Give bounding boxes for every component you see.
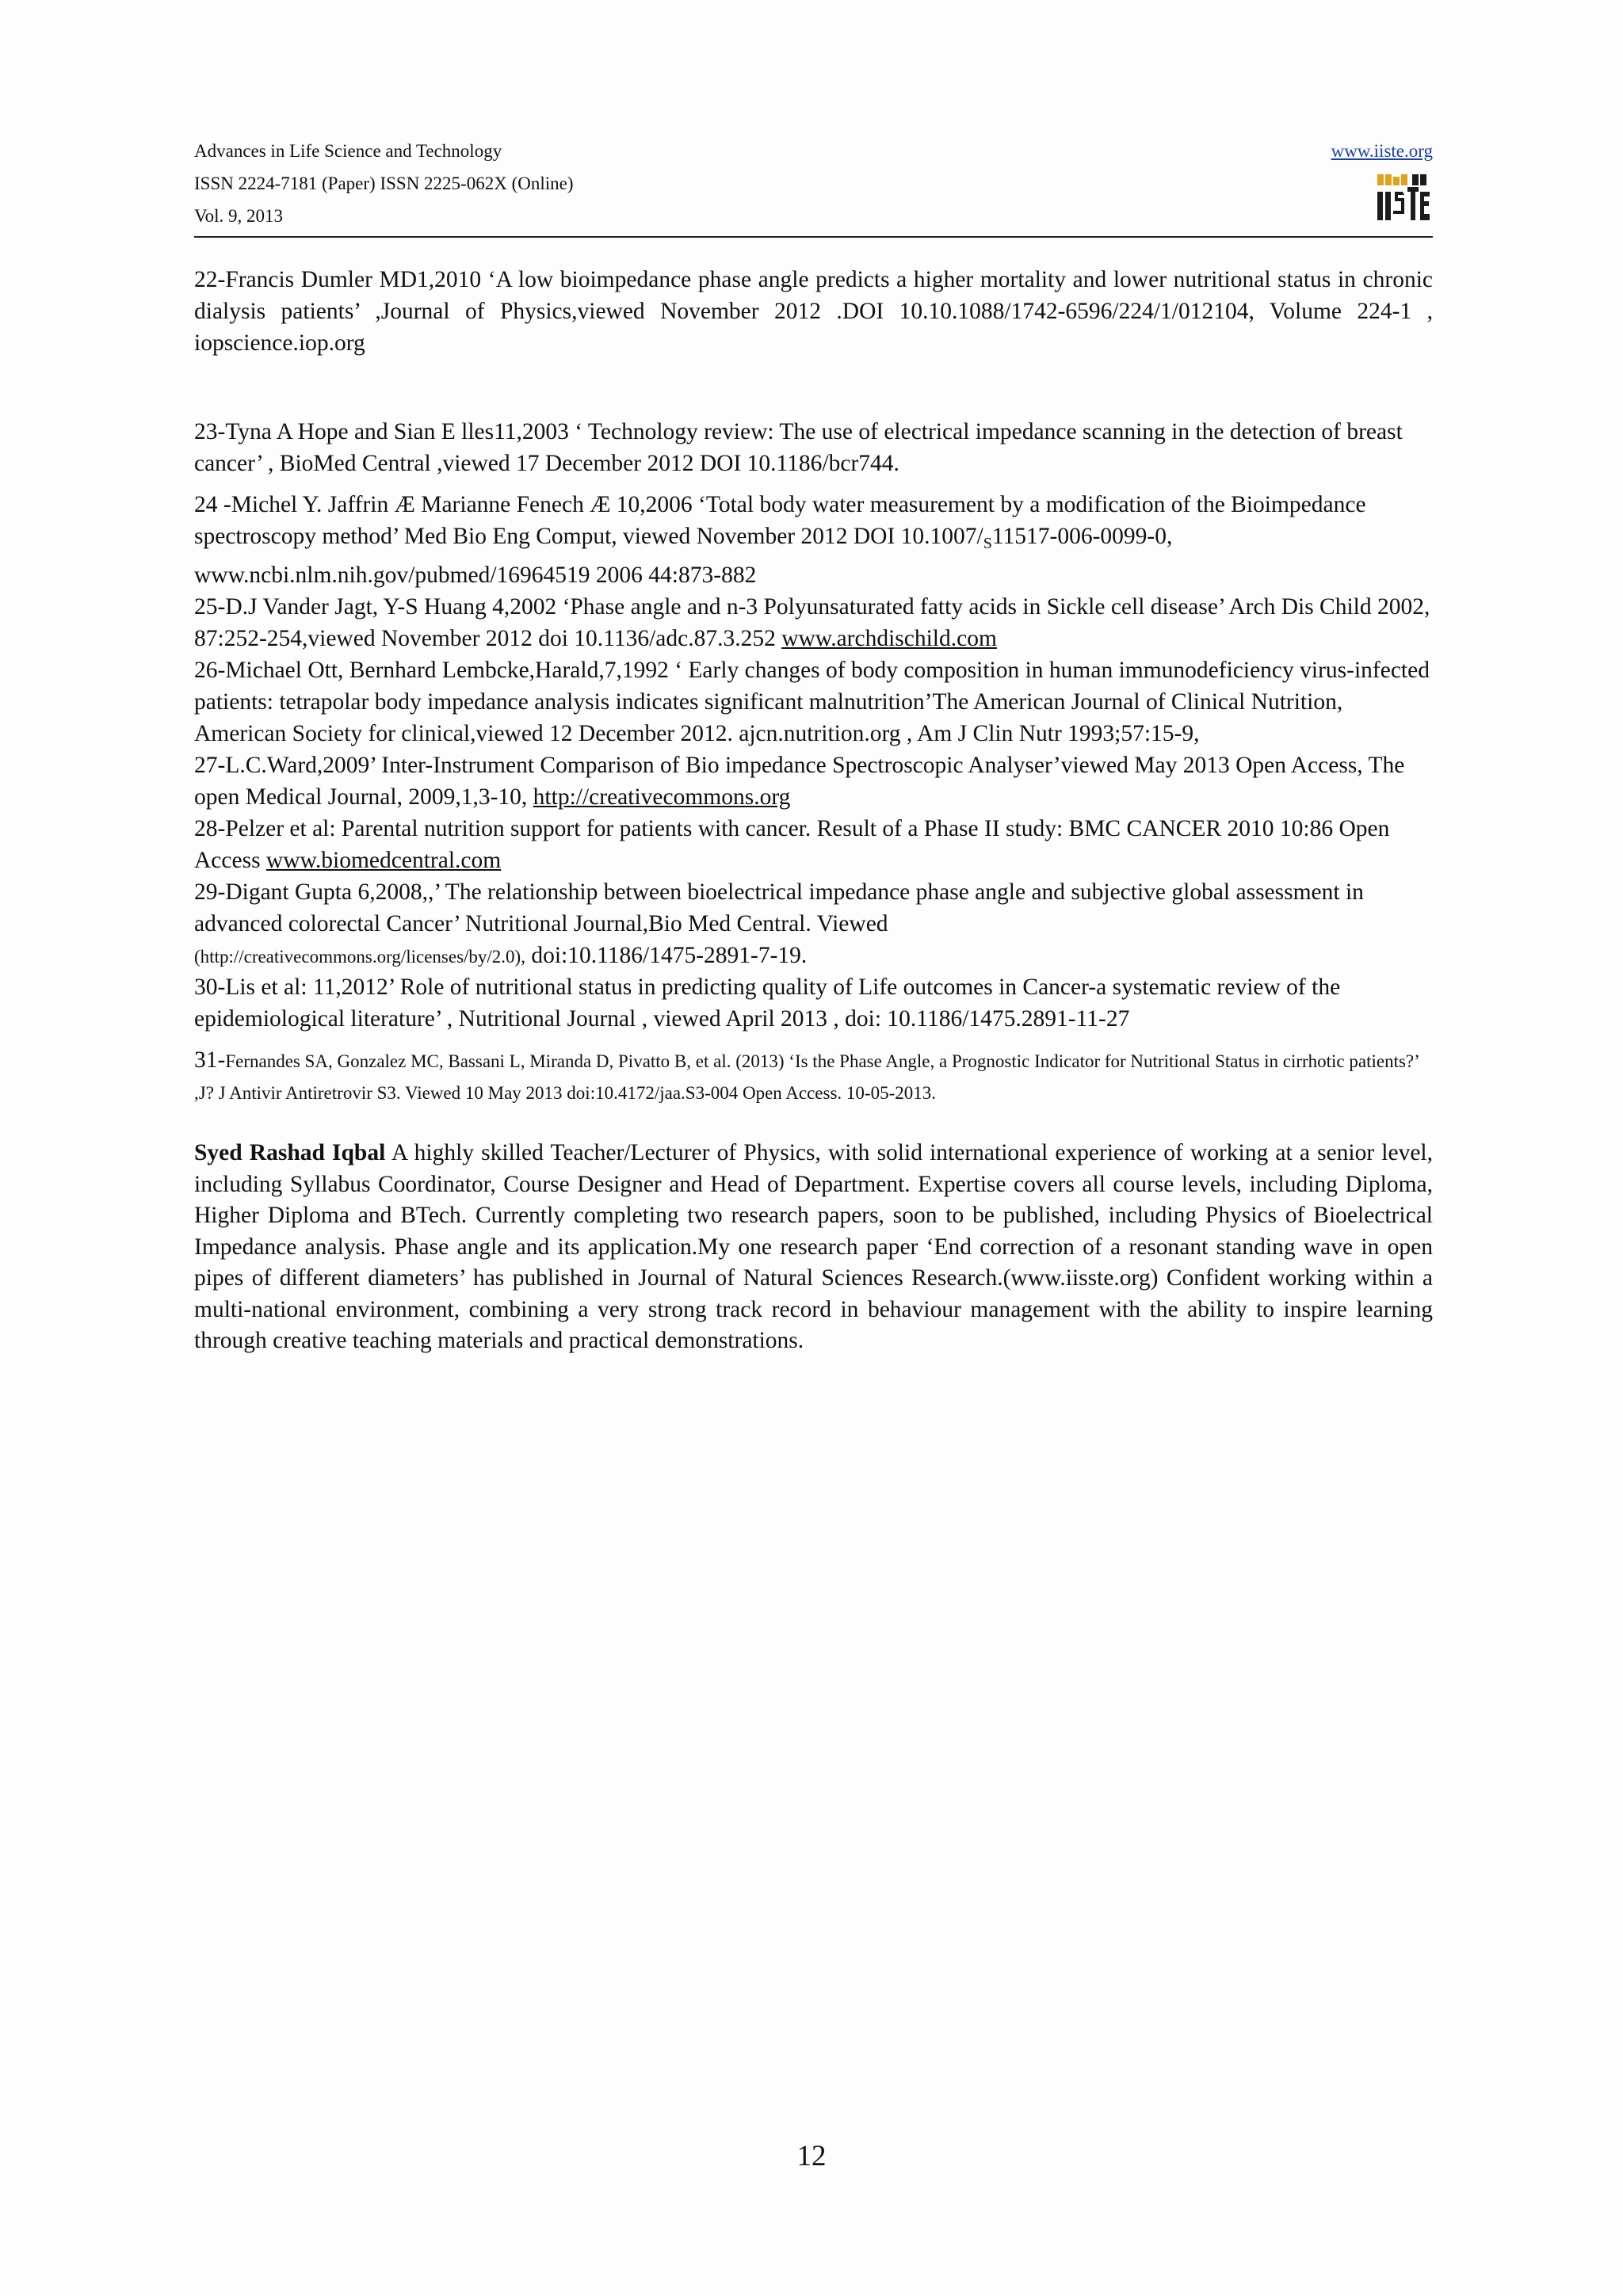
author-bio xyxy=(194,1138,1433,1357)
iiste-logo xyxy=(1376,174,1431,230)
reference-31 xyxy=(194,1044,1433,1108)
reference-29-text-a: 29-Digant Gupta 6,2008,,’ The relationship between bioelectrical impedance phase angle and subjective global assessment in advanced colorectal Cancer’ Nutritional Journal,Bio Med Central. Viewed xyxy=(194,879,1364,936)
reference-24-text-b: 11517-006-0099-0, www.ncbi.nlm.nih.gov/pubmed/16964519 2006 44:873-882 xyxy=(194,524,1173,588)
references-list xyxy=(194,264,1433,1108)
reference-24-text-a: 24 -Michel Y. Jaffrin Æ Marianne Fenech Æ 10,2006 ‘Total body water measurement by a modification of the Bioimpedance spectroscopy method’ Med Bio Eng Comput, viewed November 2012 DOI 10.1007/ xyxy=(194,492,1366,549)
page-number: 12 xyxy=(796,2140,827,2172)
reference-25-text: 25-D.J Vander Jagt, Y-S Huang 4,2002 ‘Phase angle and n-3 Polyunsaturated fatty acids in Sickle cell disease’ Arch Dis Child 2002, 87:252-254,viewed November 2012 doi 10.1136/adc.87.3.252 xyxy=(194,594,1430,651)
journal-title: Advances in Life Science and Technology xyxy=(194,141,502,161)
reference-27 xyxy=(194,749,1433,813)
reference-22: 22-Francis Dumler MD1,2010 ‘A low bioimpedance phase angle predicts a higher mortality and lower nutritional status in chronic dialysis patients’ ,Journal of Physics,viewed November 2012 .DOI 10.10.1088/1742-6596/224/1/012104, Volume 224-1 , iopscience.iop.org xyxy=(194,267,1433,356)
reference-28-text: 28-Pelzer et al: Parental nutrition support for patients with cancer. Result of a Phase II study: BMC CANCER 2010 10:86 Open Access xyxy=(194,816,1390,873)
reference-25-link[interactable]: www.archdischild.com xyxy=(781,626,997,651)
reference-26: 26-Michael Ott, Bernhard Lembcke,Harald,7,1992 ‘ Early changes of body composition in human immunodeficiency virus-infected patients: tetrapolar body impedance analysis indicates significant malnutrition’The American Journal of Clinical Nutrition, American Society for clinical,viewed 12 December 2012. ajcn.nutrition.org , Am J Clin Nutr 1993;57:15-9, xyxy=(194,658,1430,746)
reference-28 xyxy=(194,813,1433,876)
author-name: Syed Rashad Iqbal xyxy=(194,1140,386,1165)
reference-23: 23-Tyna A Hope and Sian E lles11,2003 ‘ Technology review: The use of electrical impedance scanning in the detection of breast cancer’ , BioMed Central ,viewed 17 December 2012 DOI 10.1186/bcr744. xyxy=(194,419,1403,476)
reference-27-text: 27-L.C.Ward,2009’ Inter-Instrument Comparison of Bio impedance Spectroscopic Analyser’viewed May 2013 Open Access, The open Medical Journal, 2009,1,3-10, xyxy=(194,753,1405,810)
header-rule xyxy=(194,236,1433,238)
page-content xyxy=(194,135,1433,1380)
reference-24 xyxy=(194,489,1433,591)
reference-27-link[interactable]: http://creativecommons.org xyxy=(533,784,791,810)
reference-29 xyxy=(194,876,1433,971)
reference-31-number: 31- xyxy=(194,1047,226,1073)
header-left xyxy=(194,135,1433,232)
reference-28-link[interactable]: www.biomedcentral.com xyxy=(265,848,502,873)
issn-line: ISSN 2224-7181 (Paper) ISSN 2225-062X (Online) xyxy=(194,174,574,193)
volume-line: Vol. 9, 2013 xyxy=(194,206,284,226)
reference-25 xyxy=(194,591,1433,654)
reference-31-text: Fernandes SA, Gonzalez MC, Bassani L, Miranda D, Pivatto B, et al. (2013) ‘Is the Phase Angle, a Prognostic Indicator for Nutritional Status in cirrhotic patients?’ ,J? J Antivir Antiretrovir S3. Viewed 10 May 2013 doi:10.4172/jaa.S3-004 Open Access. 10-05-2013. xyxy=(194,1051,1419,1103)
reference-29-text-b: doi:10.1186/1475-2891-7-19. xyxy=(525,943,808,968)
reference-30: 30-Lis et al: 11,2012’ Role of nutritional status in predicting quality of Life outcomes in Cancer-a systematic review of the epidemiological literature’ , Nutritional Journal , viewed April 2013 , doi: 10.1186/1475.2891-11-27 xyxy=(194,974,1341,1032)
reference-24-subscript: S xyxy=(983,535,992,552)
journal-url-link[interactable]: www.iiste.org xyxy=(1331,141,1433,161)
running-header xyxy=(194,135,1433,238)
reference-29-license: (http://creativecommons.org/licenses/by/2.0), xyxy=(194,947,525,967)
author-bio-text: A highly skilled Teacher/Lecturer of Physics, with solid international experience of working at a senior level, including Syllabus Coordinator, Course Designer and Head of Department. Expertise covers all course levels, including Diploma, Higher Diploma and BTech. Currently completing two research papers, soon to be published, including Physics of Bioelectrical Impedance analysis. Phase angle and its application.My one research paper ‘End correction of a resonant standing wave in open pipes of different diameters’ has published in Journal of Natural Sciences Research.(www.iisste.org) Confident working within a multi-national environment, combining a very strong track record in behaviour management with the ability to inspire learning through creative teaching materials and practical demonstrations. xyxy=(194,1140,1434,1353)
